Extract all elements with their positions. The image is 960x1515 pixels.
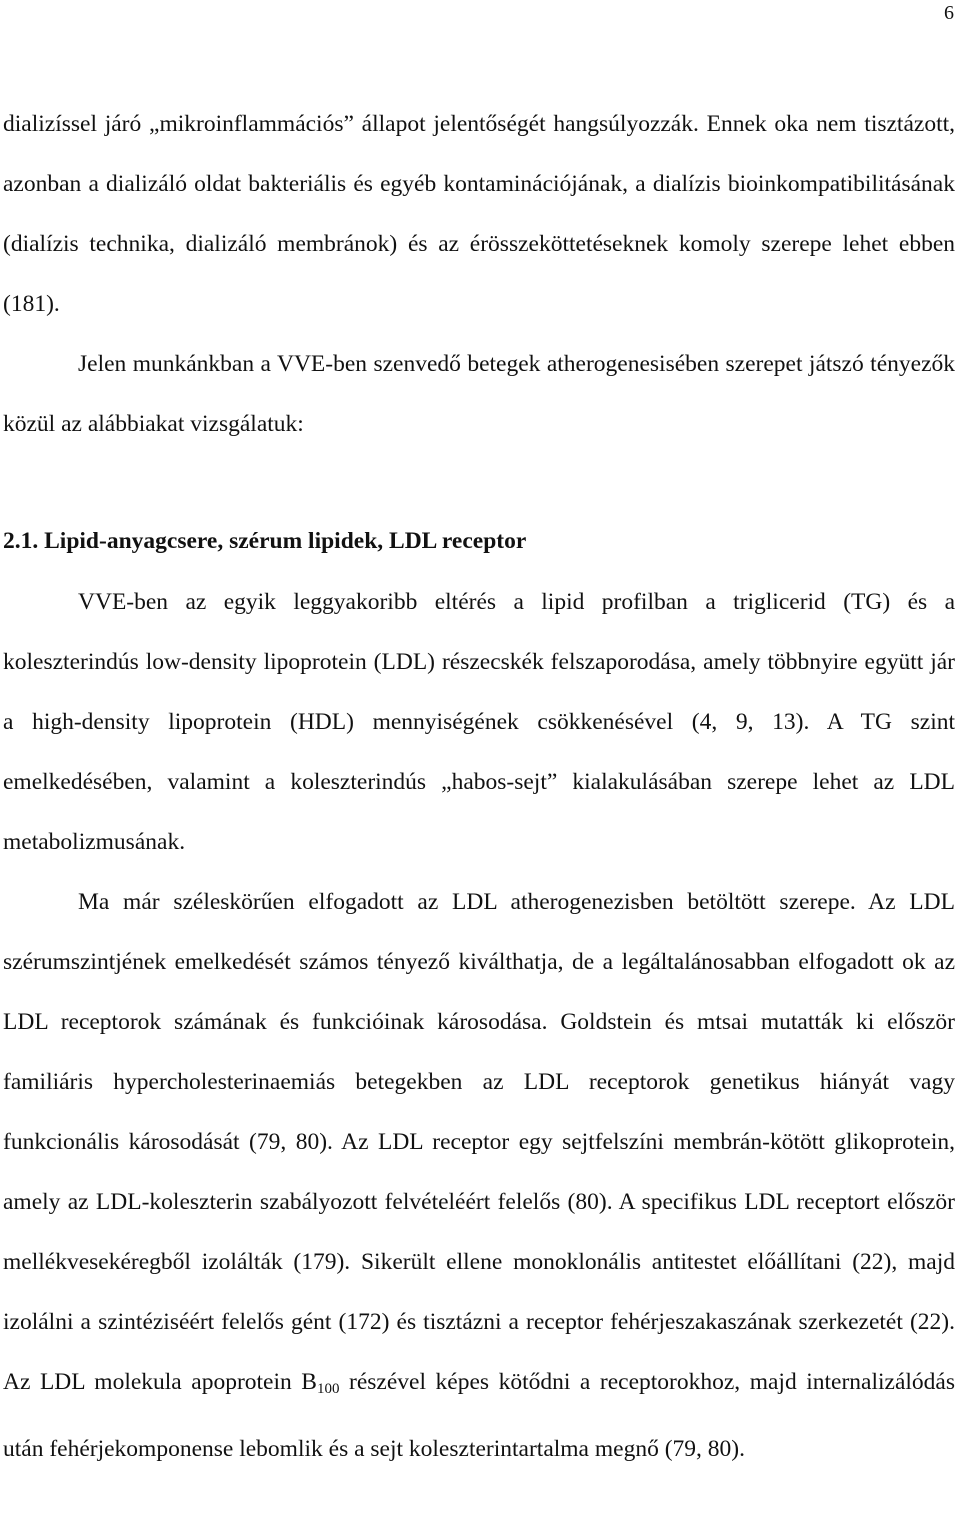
paragraph-lipid-profile: VVE-ben az egyik leggyakoribb eltérés a lipid profilban a triglicerid (TG) és a koleszterindús low-density lipoprotein (LDL) részecskék felszaporodása, amely többnyire együtt jár a high-density lipoprotein (HDL) mennyiségének csökkenésével (4, 9, 13). A TG szint emelkedésében, valamint a koleszterindús „habos-sejt” kialakulásában szerepe lehet az LDL metabolizmusának. [3,589,955,855]
paragraph-intro: dializíssel járó „mikroinflammációs” állapot jelentőségét hangsúlyozzák. Ennek oka nem tisztázott, azonban a dializáló oldat bakteriális és egyéb kontaminációjának, a dialízis bioinkompatibilitásának (dialízis technika, dializáló membránok) és az érösszeköttetéseknek komoly szerepe lehet ebben (181). [3,111,955,317]
paragraph-ldl-receptor-text-b: részével képes kötődni a receptorokhoz, majd internalizálódás után fehérjekomponense lebomlik és a sejt koleszterintartalma megnő (79, 80). [3,1369,955,1462]
section-heading: 2.1. Lipid-anyagcsere, szérum lipidek, LDL receptor [3,528,527,554]
paragraph-ldl-receptor-text-a: Ma már széleskörűen elfogadott az LDL atherogenezisben betöltött szerepe. Az LDL szérumszintjének emelkedését számos tényező kiválthatja, de a legáltalánosabban elfogadott ok az LDL receptorok számának és funkcióinak károsodása. Goldstein és mtsai mutatták ki először familiáris hypercholesterinaemiás betegekben az LDL receptorok genetikus hiányát vagy funkcionális károsodását (79, 80). Az LDL receptor egy sejtfelszíni membrán-kötött glikoprotein, amely az LDL-koleszterin szabályozott felvételéért felelős (80). A specifikus LDL receptort először mellékvesekéregből izolálták (179). Sikerült ellene monoklonális antitestet előállítani (22), majd izolálni a szintéziséért felelős gént (172) és tisztázni a receptor fehérjeszakaszának szerkezetét (22). Az LDL molekula apoprotein B [3,889,955,1395]
paragraph-ldl-receptor [3,872,955,1479]
page-number: 6 [944,2,954,24]
paragraph-aims: Jelen munkánkban a VVE-ben szenvedő betegek atherogenesisében szerepet játszó tényezők közül az alábbiakat vizsgálatuk: [3,351,955,437]
subscript-100: 100 [316,1381,340,1397]
